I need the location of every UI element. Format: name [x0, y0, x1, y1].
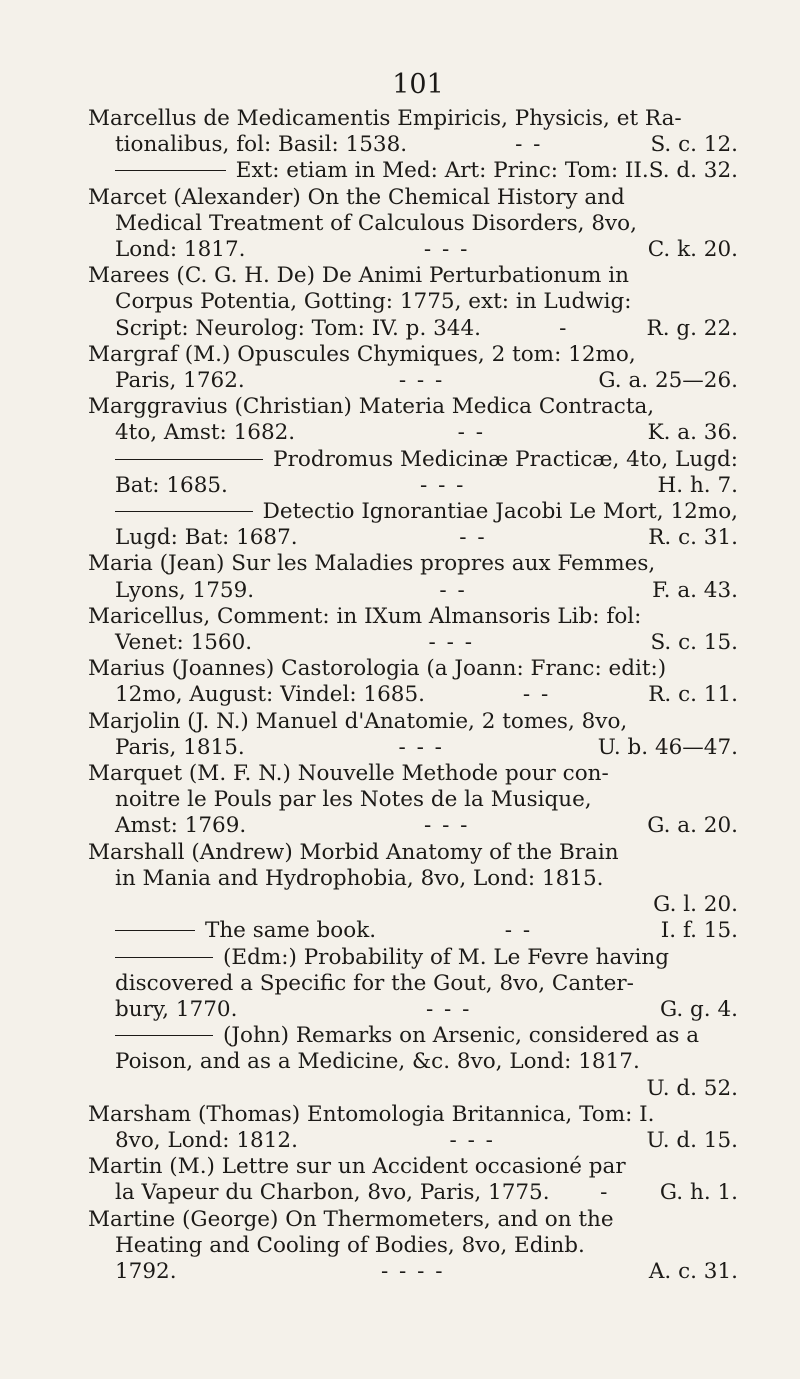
shelf-mark: H. h. 7. — [657, 472, 738, 498]
shelf-mark: G. h. 1. — [659, 1180, 738, 1206]
entry-text: Marggravius (Christian) Materia Medica Contracta, — [88, 394, 655, 420]
entry-text: Margraf (M.) Opuscules Chymiques, 2 tom: 12mo, — [88, 341, 636, 367]
entry-line — [88, 866, 738, 892]
entry-line — [88, 918, 738, 944]
entry-line — [88, 1076, 738, 1102]
shelf-mark: A. c. 31. — [648, 1258, 738, 1284]
catalogue-entry — [88, 185, 738, 264]
shelf-mark: S. d. 32. — [648, 158, 738, 184]
entry-line — [88, 368, 738, 394]
entry-text: Poison, and as a Medicine, &c. 8vo, Lond: 1817. — [115, 1049, 640, 1075]
ditto-rule — [115, 459, 263, 460]
entry-line — [88, 1102, 738, 1128]
catalogue-entry — [88, 1102, 738, 1154]
shelf-mark: G. g. 4. — [659, 996, 738, 1022]
catalogue-entry — [88, 106, 738, 158]
catalogue-entry — [88, 604, 738, 656]
catalogue-entry — [88, 1023, 738, 1102]
entry-line — [88, 499, 738, 525]
entry-text: (John) Remarks on Arsenic, considered as a — [223, 1023, 700, 1049]
ditto-rule — [115, 511, 253, 512]
catalogue-entry — [88, 342, 738, 394]
leader-dashes: - - — [515, 132, 543, 158]
entry-line — [88, 1233, 738, 1259]
entry-line — [88, 1154, 738, 1180]
leader-dashes: - - - — [423, 813, 470, 839]
entry-line — [88, 709, 738, 735]
ditto-rule — [115, 1035, 213, 1036]
entry-line — [88, 185, 738, 211]
leader-dashes: - - - — [425, 996, 472, 1022]
entry-text: noitre le Pouls par les Notes de la Musique, — [115, 787, 592, 813]
shelf-mark: C. k. 20. — [647, 237, 738, 263]
shelf-mark: R. c. 11. — [648, 682, 738, 708]
catalogue-entry — [88, 709, 738, 761]
shelf-mark: G. a. 25—26. — [598, 368, 738, 394]
catalogue-entry — [88, 394, 738, 446]
entry-text: Paris, 1762. — [115, 368, 245, 394]
entry-text: tionalibus, fol: Basil: 1538. — [115, 132, 408, 158]
catalogue-entry — [88, 656, 738, 708]
leader-dashes: - - — [459, 525, 487, 551]
entry-text: Medical Treatment of Calculous Disorders, 8vo, — [115, 210, 637, 236]
entry-text: Ext: etiam in Med: Art: Princ: Tom: II. — [235, 158, 649, 184]
catalogue-entry — [88, 945, 738, 1024]
entry-line — [88, 971, 738, 997]
catalogue-entry — [88, 761, 738, 840]
entry-text: Heating and Cooling of Bodies, 8vo, Edinb. — [115, 1232, 585, 1258]
entry-line — [88, 945, 738, 971]
entry-line — [88, 342, 738, 368]
entry-text: Lond: 1817. — [115, 237, 246, 263]
entry-text: The same book. — [205, 918, 377, 944]
entry-text: Venet: 1560. — [115, 630, 253, 656]
entry-text: Lyons, 1759. — [115, 577, 255, 603]
leader-dashes: - - — [457, 420, 486, 446]
entry-text: in Mania and Hydrophobia, 8vo, Lond: 1815. — [115, 865, 604, 891]
shelf-mark: G. l. 20. — [653, 892, 738, 918]
ditto-rule — [115, 957, 213, 958]
entry-text: Paris, 1815. — [115, 734, 245, 760]
entry-text: Marsham (Thomas) Entomologia Britannica, Tom: I. — [88, 1101, 655, 1127]
entry-text: Marshall (Andrew) Morbid Anatomy of the Brain — [88, 839, 619, 865]
ditto-rule — [115, 170, 226, 171]
entry-text: Amst: 1769. — [115, 813, 247, 839]
shelf-mark: K. a. 36. — [647, 420, 738, 446]
entry-line — [88, 1128, 738, 1154]
entry-text: Detectio Ignorantiae Jacobi Le Mort, 12mo, — [262, 499, 738, 525]
entry-text: Martine (George) On Thermometers, and on the — [88, 1206, 614, 1232]
entry-line — [88, 473, 738, 499]
entry-line — [88, 682, 738, 708]
entry-text: Script: Neurolog: Tom: IV. p. 344. — [115, 315, 481, 341]
leader-dashes: - - - — [419, 472, 466, 498]
entry-text: Marquet (M. F. N.) Nouvelle Methode pour con- — [88, 761, 609, 787]
ditto-rule — [115, 930, 195, 931]
catalogue-entry — [88, 499, 738, 551]
page-number: 101 — [392, 69, 444, 100]
leader-dashes: - - — [522, 682, 551, 708]
entry-text: Maria (Jean) Sur les Maladies propres aux Femmes, — [88, 551, 656, 577]
catalogue-entry — [88, 263, 738, 342]
entry-text: 12mo, August: Vindel: 1685. — [115, 682, 425, 708]
entry-line — [88, 1259, 738, 1285]
catalogue-entry — [88, 1207, 738, 1286]
leader-dashes: - — [559, 315, 569, 341]
shelf-mark: U. b. 46—47. — [597, 734, 738, 760]
entry-line — [88, 761, 738, 787]
shelf-mark: F. a. 43. — [652, 577, 738, 603]
entry-text: Marees (C. G. H. De) De Animi Perturbationum in — [88, 263, 629, 289]
shelf-mark: S. c. 12. — [650, 132, 738, 158]
shelf-mark: R. c. 31. — [648, 525, 738, 551]
leader-dashes: - - — [504, 918, 533, 944]
leader-dashes: - - - - — [380, 1258, 445, 1284]
entry-text: Bat: 1685. — [115, 472, 228, 498]
entry-line — [88, 630, 738, 656]
leader-dashes: - - - — [398, 734, 444, 760]
entry-line — [88, 237, 738, 263]
catalogue-entry — [88, 840, 738, 919]
entry-line — [88, 316, 738, 342]
entry-line — [88, 1049, 738, 1075]
entry-text: Marcellus de Medicamentis Empiricis, Physicis, et Ra- — [88, 106, 682, 131]
entry-text: Marjolin (J. N.) Manuel d'Anatomie, 2 tomes, 8vo, — [88, 708, 628, 734]
entry-text: Corpus Potentia, Gotting: 1775, ext: in Ludwig: — [115, 289, 632, 315]
entry-line — [88, 1207, 738, 1233]
leader-dashes: - - - — [449, 1127, 495, 1153]
entry-text: 1792. — [115, 1258, 177, 1284]
entry-line — [88, 289, 738, 315]
shelf-mark: U. d. 52. — [646, 1075, 738, 1101]
entry-line — [88, 892, 738, 918]
entry-line — [88, 735, 738, 761]
entry-line — [88, 158, 738, 184]
entry-line — [88, 997, 738, 1023]
entry-text: la Vapeur du Charbon, 8vo, Paris, 1775. — [115, 1180, 550, 1206]
entry-text: Prodromus Medicinæ Practicæ, 4to, Lugd: — [273, 446, 738, 472]
entry-line — [88, 656, 738, 682]
entry-line — [88, 840, 738, 866]
entry-line — [88, 787, 738, 813]
entry-line — [88, 263, 738, 289]
entry-line — [88, 525, 738, 551]
leader-dashes: - — [600, 1180, 610, 1206]
catalogue-entry — [88, 158, 738, 184]
entry-line — [88, 420, 738, 446]
entry-line — [88, 211, 738, 237]
shelf-mark: R. g. 22. — [646, 315, 738, 341]
entry-line — [88, 1180, 738, 1206]
entry-text: (Edm:) Probability of M. Le Fevre having — [223, 944, 669, 970]
entry-text: 8vo, Lond: 1812. — [115, 1127, 298, 1153]
entry-text: bury, 1770. — [115, 996, 238, 1022]
entry-line — [88, 578, 738, 604]
catalogue-entry — [88, 551, 738, 603]
shelf-mark: U. d. 15. — [646, 1127, 738, 1153]
shelf-mark: G. a. 20. — [647, 813, 738, 839]
shelf-mark: S. c. 15. — [650, 630, 738, 656]
shelf-mark: I. f. 15. — [660, 918, 738, 944]
entry-text: Lugd: Bat: 1687. — [115, 525, 298, 551]
entry-line — [88, 132, 738, 158]
leader-dashes: - - - — [398, 368, 445, 394]
entry-text: discovered a Specific for the Gout, 8vo, Canter- — [115, 970, 634, 996]
catalogue-entry — [88, 447, 738, 499]
entry-line — [88, 394, 738, 420]
entry-line — [88, 106, 738, 132]
entry-text: Marcet (Alexander) On the Chemical History and — [88, 184, 625, 210]
catalogue-entry — [88, 918, 738, 944]
leader-dashes: - - - — [423, 237, 470, 263]
entry-text: Martin (M.) Lettre sur un Accident occasioné par — [88, 1154, 626, 1180]
entry-text: Maricellus, Comment: in IXum Almansoris Lib: fol: — [88, 603, 642, 629]
entry-text: 4to, Amst: 1682. — [115, 420, 296, 446]
leader-dashes: - - - — [428, 630, 475, 656]
entry-line — [88, 813, 738, 839]
entry-line — [88, 1023, 738, 1049]
entry-line — [88, 551, 738, 577]
entry-text: Marius (Joannes) Castorologia (a Joann: Franc: edit:) — [88, 656, 667, 682]
entry-line — [88, 604, 738, 630]
leader-dashes: - - — [439, 577, 467, 603]
catalogue-entry — [88, 1154, 738, 1206]
entry-line — [88, 447, 738, 473]
